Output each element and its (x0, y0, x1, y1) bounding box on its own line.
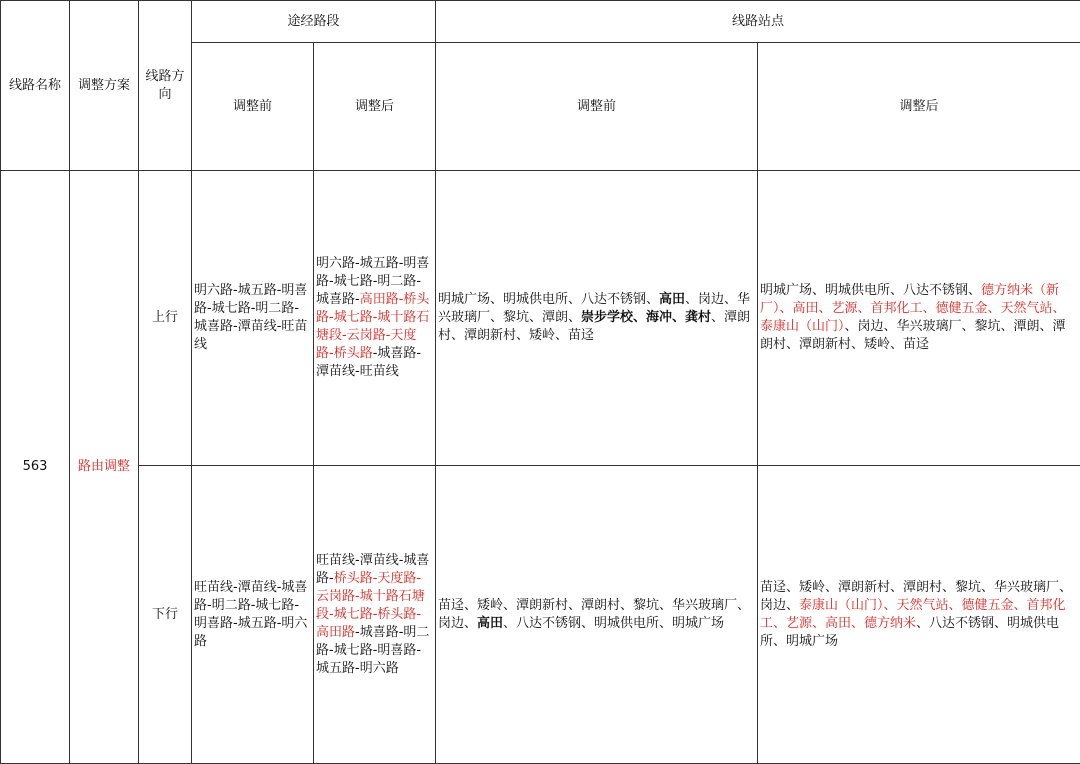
station-text: 、岗边、华兴玻璃厂、黎坑、潭朗、 (438, 292, 751, 325)
up-route-after-seg: -城喜路-潭苗线-旺苗线 (316, 346, 422, 379)
station-text: 苗迳、矮岭、潭朗新村、潭朗村、黎坑、华兴玻璃厂、岗边、 (438, 597, 751, 631)
station-text-changed: 德方纳米（新厂）、高田、艺源、首邦化工、德健五金、天然气站、泰康山（山门） (760, 283, 1066, 334)
station-text: 苗迳、矮岭、潭朗新村、潭朗村、黎坑、华兴玻璃厂、岗边、 (760, 579, 1073, 613)
down-stations-after (758, 466, 1080, 764)
down-route-after (314, 466, 436, 764)
station-text: 、岗边、华兴玻璃厂、黎坑、潭朗、潭朗村、潭朗新村、矮岭、苗迳 (760, 319, 1066, 352)
plan-cell: 路由调整 (70, 171, 139, 764)
station-text: 、八达不锈钢、明城供电所、明城广场 (760, 615, 1060, 649)
line-name-cell: 563 (1, 171, 70, 764)
station-text: 明城广场、明城供电所、八达不锈钢、 (760, 283, 982, 298)
up-route-after (314, 171, 436, 466)
station-text: 、潭朗村、潭朗新村、矮岭、苗迳 (438, 310, 751, 343)
header-route-segment: 途经路段 (192, 1, 436, 43)
direction-up: 上行 (139, 171, 192, 466)
up-route-after-seg: 明六路-城五路-明喜路-城七路-明二路-城喜路- (316, 256, 430, 307)
down-stations-before (436, 466, 758, 764)
down-route-before: 旺苗线-潭苗线-城喜路-明二路-城七路-明喜路-城五路-明六路 (192, 466, 314, 764)
header-stations-before: 调整前 (436, 43, 758, 171)
header-stations-after: 调整后 (758, 43, 1080, 171)
station-text-bold: 崇步学校、海冲、龚村 (581, 310, 712, 325)
down-route-after-changed: 桥头路-天度路-云岗路-城十路石塘段-城七路-桥头路-高田路 (316, 570, 425, 640)
direction-down: 下行 (139, 466, 192, 764)
up-route-before: 明六路-城五路-明喜路-城七路-明二路-城喜路-潭苗线-旺苗线 (192, 171, 314, 466)
station-text: 、八达不锈钢、明城供电所、明城广场 (503, 615, 725, 631)
station-text-bold: 高田 (659, 292, 686, 307)
station-text: 明城广场、明城供电所、八达不锈钢、 (438, 292, 660, 307)
header-plan: 调整方案 (70, 1, 139, 171)
up-stations-before (436, 171, 758, 466)
header-line-name: 线路名称 (1, 1, 70, 171)
down-route-after-seg: 旺苗线-潭苗线-城喜路- (316, 552, 430, 586)
station-text-bold: 高田 (477, 615, 504, 631)
station-text-changed: 泰康山（山门）、天然气站、德健五金、首邦化工、艺源、高田、德方纳米 (760, 597, 1066, 631)
header-route-before: 调整前 (192, 43, 314, 171)
up-stations-after (758, 171, 1080, 466)
down-route-after-seg: -城喜路-明二路-城七路-明喜路-城五路-明六路 (316, 624, 430, 676)
header-direction: 线路方向 (139, 1, 192, 171)
up-route-after-changed: 高田路-桥头路-城七路-城十路石塘段-云岗路-天度路-桥头路 (316, 292, 430, 361)
header-route-after: 调整后 (314, 43, 436, 171)
header-stations: 线路站点 (436, 1, 1080, 43)
